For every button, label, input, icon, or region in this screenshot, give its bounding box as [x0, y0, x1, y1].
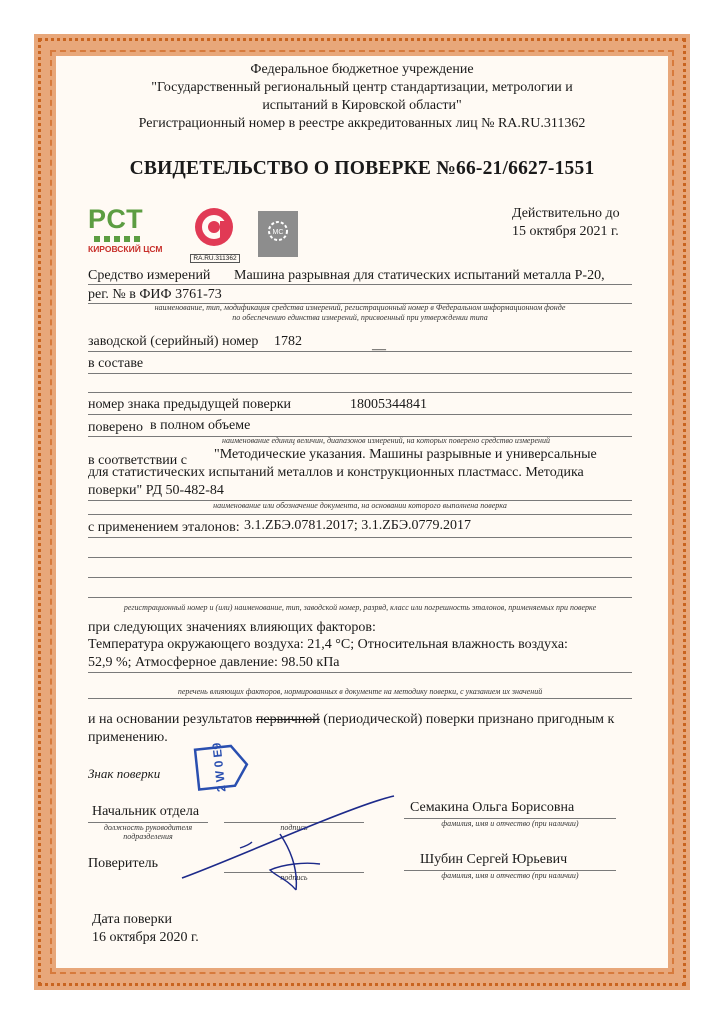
- pct-logo-subtitle: КИРОВСКИЙ ЦСМ: [88, 244, 163, 254]
- factors-hint: перечень влияющих факторов, нормированных в документе на методику поверки, с указанием их значений: [177, 687, 543, 696]
- mark-label: Знак поверки: [88, 766, 161, 781]
- verification-date-label: Дата поверки: [92, 912, 172, 927]
- verifier-name: Шубин Сергей Юрьевич: [420, 852, 568, 867]
- serial-label: заводской (серийный) номер: [88, 334, 259, 349]
- factors-line-2: 52,9 %; Атмосферное давление: 98.50 кПа: [88, 655, 340, 670]
- verification-date-value: 16 октября 2020 г.: [92, 930, 199, 945]
- accreditation-a-icon: [190, 206, 240, 248]
- standards-hint: регистрационный номер и (или) наименование, тип, заводской номер, разряд, класс или погрешность эталонов, применяемых при поверке: [123, 603, 597, 612]
- org-line-3: испытаний в Кировской области": [262, 98, 462, 113]
- pct-logo-bars: [94, 236, 174, 242]
- conclusion-part-1: и на основании результатов: [88, 712, 253, 727]
- scope-hint: наименование единиц величин, диапазонов измерений, на которых поверено средство измерений: [221, 436, 551, 445]
- conclusion-part-2: (периодической) поверки признано пригодным к: [323, 712, 615, 727]
- org-line-1: Федеральное бюджетное учреждение: [250, 62, 474, 77]
- verifier-sign-hint: подпись: [280, 873, 308, 882]
- scope-label: поверено: [88, 420, 143, 435]
- method-line-1: "Методические указания. Машины разрывные и универсальные: [214, 447, 597, 462]
- handwritten-signature: [180, 792, 400, 894]
- instrument-label: Средство измерений: [88, 268, 211, 283]
- conclusion-struck-word: первичной: [255, 712, 320, 727]
- method-line-3: поверки" РД 50-482-84: [88, 483, 224, 498]
- serial-value: 1782: [274, 334, 302, 349]
- composition-value: —: [372, 342, 386, 357]
- valid-until-label: Действительно до: [512, 206, 620, 221]
- verification-stamp: [190, 738, 253, 796]
- conclusion-line-1: [88, 712, 614, 728]
- certificate-title: СВИДЕТЕЛЬСТВО О ПОВЕРКЕ №66-21/6627-1551: [129, 158, 595, 179]
- scope-value: в полном объеме: [150, 418, 251, 433]
- mc-logo: [258, 211, 298, 257]
- head-sign-hint: подпись: [280, 823, 308, 832]
- instrument-reg-number: рег. № в ФИФ 3761-73: [88, 287, 222, 302]
- prev-mark-value: 18005344841: [350, 397, 427, 412]
- org-reg-number: Регистрационный номер в реестре аккредитованных лиц № RA.RU.311362: [138, 116, 586, 131]
- factors-line-1: Температура окружающего воздуха: 21,4 °С; Относительная влажность воздуха:: [88, 637, 568, 652]
- head-name: Семакина Ольга Борисовна: [410, 800, 575, 815]
- conclusion-line-2: применению.: [88, 730, 168, 745]
- verifier-label: Поверитель: [88, 856, 159, 871]
- pct-logo: [88, 204, 174, 262]
- factors-label: при следующих значениях влияющих факторов:: [88, 620, 376, 635]
- accreditation-logo: [190, 206, 240, 262]
- head-position-hint: должность руководителя подразделения: [103, 823, 193, 841]
- valid-until-date: 15 октября 2021 г.: [512, 224, 619, 239]
- composition-label: в составе: [88, 356, 144, 371]
- mc-logo-text: МС: [272, 229, 284, 236]
- verifier-name-hint: фамилия, имя и отчество (при наличии): [441, 871, 579, 880]
- head-name-hint: фамилия, имя и отчество (при наличии): [441, 819, 579, 828]
- accreditation-number: RA.RU.311362: [190, 254, 240, 263]
- method-label: в соответствии с: [88, 453, 187, 468]
- method-line-2: для статистических испытаний металлов и конструкционных пластмасс. Методика: [88, 465, 584, 480]
- prev-mark-label: номер знака предыдущей поверки: [88, 397, 292, 412]
- instrument-hint-2: по обеспечению единства измерений, присвоенный при утверждении типа: [232, 313, 488, 322]
- org-line-2: "Государственный региональный центр стандартизации, метрологии и: [151, 80, 573, 95]
- method-hint: наименование или обозначение документа, на основании которого выполнена поверка: [213, 501, 507, 510]
- standards-label: с применением эталонов:: [88, 520, 240, 535]
- standards-value: 3.1.ZБЭ.0781.2017; 3.1.ZБЭ.0779.2017: [244, 518, 472, 533]
- instrument-value: Машина разрывная для статических испытаний металла Р-20,: [234, 268, 605, 283]
- instrument-hint-1: наименование, тип, модификация средства измерений, регистрационный номер в Федеральном информационном фонде: [154, 303, 566, 312]
- stamp-text: 2 W 0 E9: [209, 742, 229, 793]
- pct-logo-text: РСТ: [88, 204, 144, 234]
- head-position: Начальник отдела: [92, 804, 200, 819]
